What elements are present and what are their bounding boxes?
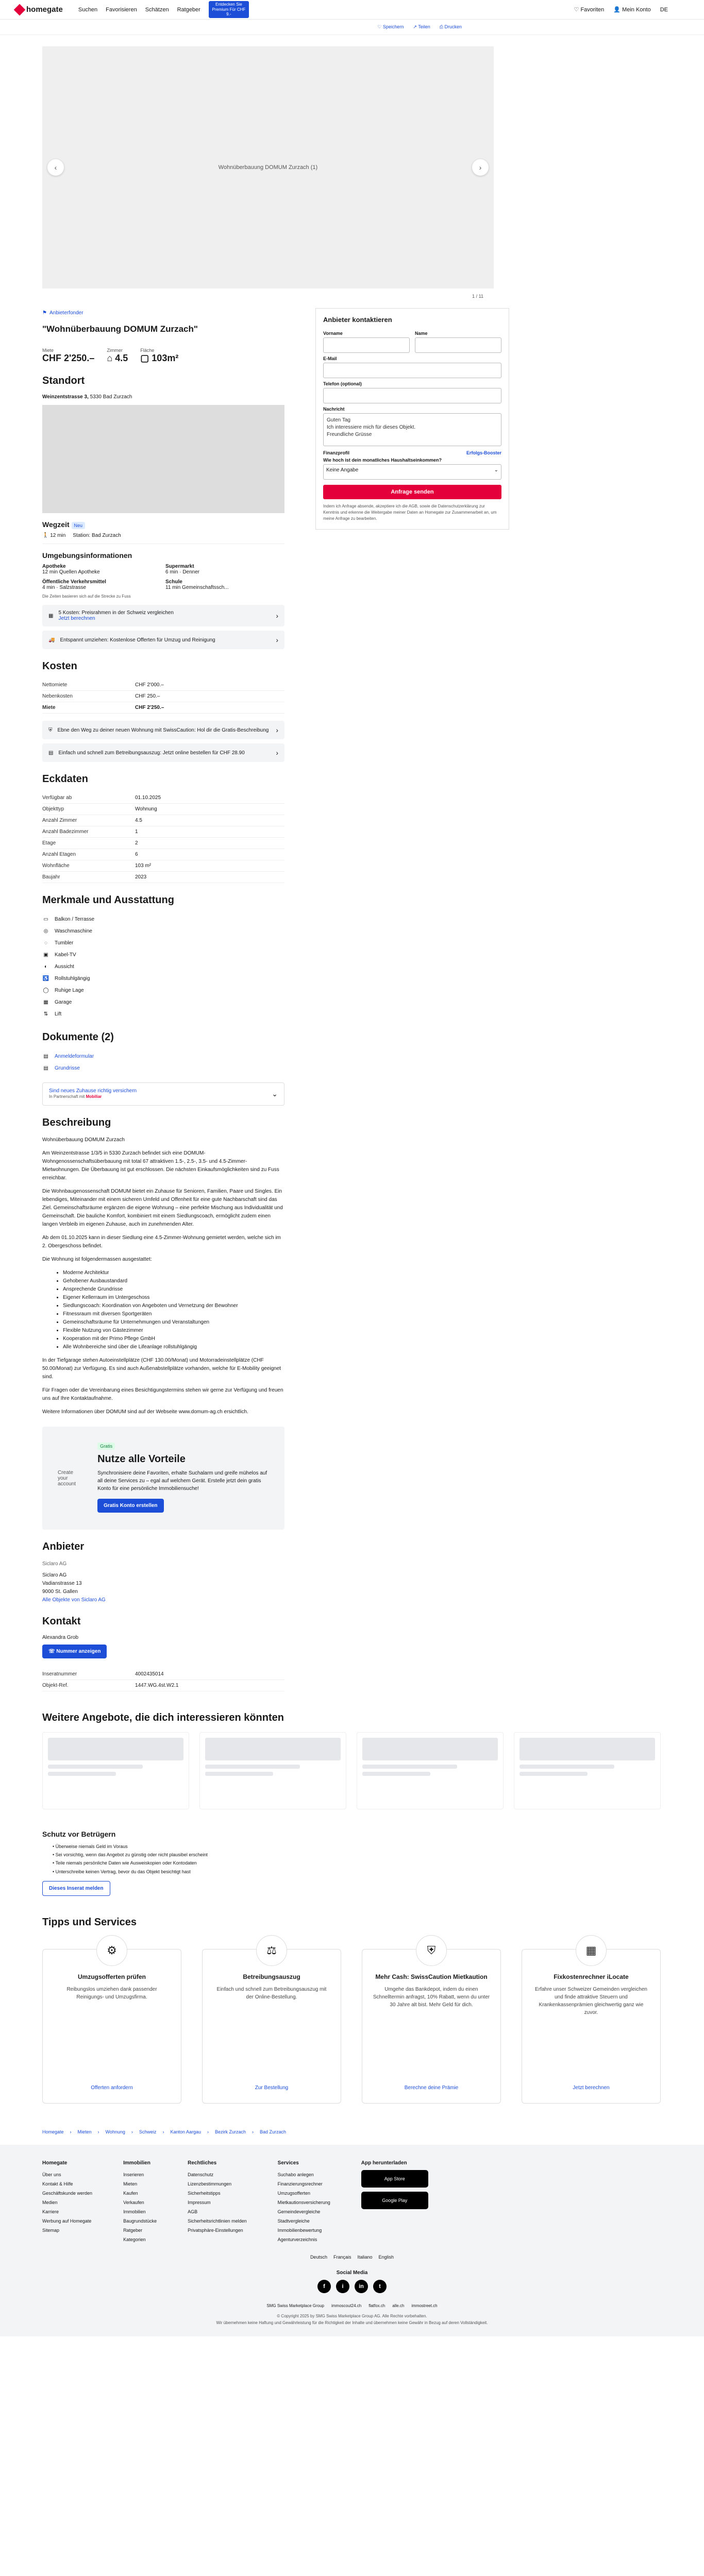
listing-title: "Wohnüberbauung DOMUM Zurzach" [42, 324, 198, 334]
new-badge: Neu [72, 522, 86, 529]
feature-item [42, 949, 284, 961]
feature-label: Waschmaschine [55, 928, 92, 934]
group-link[interactable]: immoscout24.ch [331, 2303, 362, 2308]
feature-item [42, 973, 284, 985]
features-heading: Merkmale und Ausstattung [42, 894, 174, 906]
feature-item [42, 925, 284, 937]
google-play-button[interactable]: Google Play [361, 2192, 428, 2209]
tip-icon: ⚙ [96, 1935, 127, 1966]
fraud-list [53, 1842, 661, 1876]
detail-row [42, 849, 284, 860]
report-listing-button[interactable]: Dieses Inserat melden [42, 1881, 110, 1896]
tip-link[interactable]: Zur Bestellung [255, 2084, 289, 2091]
provider-logo: Siclaro AG [42, 1561, 67, 1567]
footer-link[interactable]: Impressum [188, 2199, 211, 2205]
contact-heading: Kontakt [42, 1616, 81, 1627]
swisscaution-card[interactable]: ⛨ Ebne den Weg zu deiner neuen Wohnung mit SwissCaution: Hol dir die Gratis-Beschreibung › [42, 721, 284, 739]
footer-link[interactable]: Stadtvergleiche [277, 2218, 310, 2224]
chevron-right-icon: › [276, 726, 278, 734]
detail-row [42, 860, 284, 872]
mobiliar-logo: Mobiliar [86, 1094, 102, 1099]
footer-column [42, 2160, 92, 2244]
detail-key: Anzahl Zimmer [42, 818, 77, 823]
id-row: Objekt-Ref. 1447.WG.4st.W2.1 [42, 1680, 284, 1691]
nav-suchen[interactable]: Suchen [78, 6, 98, 13]
feature-label: Rollstuhlgängig [55, 976, 90, 981]
rooms-value: 4.5 [115, 353, 128, 363]
details-list [42, 792, 284, 883]
tips-heading: Tipps und Services [42, 1916, 137, 1928]
description-body: Wohnüberbauung DOMUM Zurzach Am Weinzentstrasse 1/3/5 in 5330 Zurzach befindet sich eine DOMUM-Wohngenossenschaftsüberbauung mit total 67 attraktiven 1.5-, 2.5-, 3.5- und 4.5-Zimmer-Mietwohnungen. Die Überbauung ist gut erschlossen. Die nächsten Einkaufsmöglichkeiten sind zu Fuss erreichbar. Die Wohnbaugenossenschaft DOMUM bietet ein Zuhause für Senioren, Familien, Paare und Singles. Ein lebendiges, Miteinander mit einem sicheren Umfeld und Offenheit für eine gute Nachbarschaft sind das Ziel. Gemeinschaftsräume ergänzen die eigene Wohnung – eine perfekte Mischung aus Individualität und Gemeinschaft. Die bauliche Komfort, kombiniert mit einem Siedlungscoach, ermöglicht zudem einen langen Verbleib im eigenen Zuhause, auch im zunehmenden Alter. Ab dem 01.10.2025 kann in dieser Siedlung eine 4.5-Zimmer-Wohnung gemietet werden, welche sich im 2. Obergeschoss befindet. Die Wohnung ist folgendermassen ausgestattet: • Moderne Architektur • Gehobener Ausbaustandard • Ansprechende Grundrisse • Eigener Kellerraum im Untergeschoss • Siedlungscoach: Koordination von Angeboten und Vernetzung der Bewohner • Fitnessraum mit diversen Sportgeräten • Gemeinschaftsräume für Unternehmungen und Veranstaltungen • Flexible Nutzung von Gästezimmer • Kooperation mit der Primo Pflege GmbH • Alle Wohnbereiche sind über die Lifeanlage rollstuhlgängig In der Tiefgarage stehen Autoeinstellplätze (CHF 130.00/Monat) und Motorradeinstellplätze (CHF 50.00/Monat) zur Verfügung. Es sind auch Außenabstellplätze vorhanden, welche für E-Mobility geeignet sind. Für Fragen oder die Vereinbarung eines Besichtigungstermins stehen wir gerne zur Verfügung und freuen uns auf Ihre Kontaktaufnahme. Weitere Informationen über DOMUM sind auf der Webseite www.domum-ag.ch ersichtlich. [42, 1136, 284, 1416]
detail-row [42, 804, 284, 815]
tip-title: Mehr Cash: SwissCaution Mietkaution [375, 1973, 488, 1980]
footer: Homegate Über uns Kontakt & Hilfe Geschäftskunde werden Medien Karriere Werbung auf Homegate Sitemap Immobilien Inserieren Mieten Kaufen Verkaufen Immobilien Baugrundstücke Ratgeber Kategorien Rechtliches Datenschutz Lizenzbestimmungen Sicherheitstipps Impressum AGB Sicherheitsrichtlinien melden Privatsphäre-Einstellungen Services Suchabo anlegen Finanzierungsrechner Umzugsofferten Mietkautionsversicherung Gemeindevergleiche Stadtvergleiche Immobilienbewertung Agenturverzeichnis App herunterladen App Store Google Play Deutsch Français Italiano English Social Media f i in t SMG Swiss Marketplace Group immoscout24.ch flatfox.ch alle.ch immostreet.ch © Copyright 2025 by SMG Swiss Marketplace Group AG. Alle Rechte vorbehalten. Wir übernehmen keine Haftung und Gewährleistung für die Richtigkeit der Inhalte und übernehmen keine Gewähr in Bezug auf deren Vollständigkeit. [0, 2145, 704, 2337]
tip-card [522, 1943, 661, 2104]
footer-link[interactable]: Umzugsofferten [277, 2190, 311, 2196]
footer-column [278, 2160, 330, 2244]
breadcrumb-separator: › [252, 2129, 254, 2134]
account-link[interactable]: 👤 Mein Konto [613, 7, 651, 13]
feature-item [42, 1008, 284, 1020]
gallery-next-button[interactable]: › [472, 159, 489, 176]
footer-link[interactable]: Datenschutz [188, 2172, 214, 2177]
nav-schaetzen[interactable]: Schätzen [145, 6, 169, 13]
chevron-down-icon: ⌄ [494, 467, 498, 473]
costs-heading: Kosten [42, 660, 77, 672]
calculator-icon: ▦ [48, 613, 54, 619]
similar-listings [42, 1732, 661, 1809]
insurance-banner[interactable]: Sind neues Zuhause richtig versichern In Partnerschaft mit Mobiliar ⌄ [42, 1082, 284, 1106]
footer-link[interactable]: Sitemap [42, 2227, 60, 2233]
header-actions [574, 6, 668, 13]
fraud-tip: • Teile niemals persönliche Daten wie Ausweiskopien oder Kontodaten [53, 1860, 197, 1866]
document-link[interactable]: ▤ Grundrisse [42, 1062, 284, 1074]
footer-link[interactable]: Mietkautionsversicherung [277, 2199, 330, 2205]
area-value: 103m² [152, 353, 179, 363]
message-textarea[interactable]: Guten Tag Ich interessiere mich für dieses Objekt. Freundliche Grüsse [323, 413, 501, 446]
breadcrumb-separator: › [70, 2129, 72, 2134]
feature-item [42, 961, 284, 973]
surrounding-value: 11 min Gemeinschaftssch... [165, 585, 229, 590]
group-link[interactable]: flatfox.ch [368, 2303, 385, 2308]
cost-row: Miete CHF 2'250.– [42, 702, 284, 714]
footer-heading: Rechtliches [188, 2160, 217, 2166]
detail-row [42, 815, 284, 826]
feature-icon: ◯ [43, 988, 49, 993]
email-input[interactable] [323, 363, 501, 378]
top-header [0, 0, 704, 20]
feature-icon: ◎ [43, 928, 48, 934]
tip-title: Fixkostenrechner iLocate [554, 1973, 629, 1980]
tip-text: Erfahre unser Schweizer Gemeinden vergleichen und finde attraktive Steuern und Krankenkassenprämien gleichwertig ganz wie zuvor. [535, 1986, 647, 2015]
footer-heading: Services [277, 2160, 299, 2166]
social-icon[interactable]: in [355, 2280, 368, 2293]
form-legal: Indem ich Anfrage absende, akzeptiere ich die AGB, sowie die Datenschutzerklärung zur Kenntnis und erkenne die Weitergabe meiner Daten an Homegate zur Zusammenarbeit an, um meine Anfrage zu bearbeiten. [323, 504, 497, 521]
breadcrumb-item[interactable]: Wohnung [105, 2129, 125, 2134]
feature-label: Lift [55, 1011, 62, 1017]
footer-link[interactable]: Immobilienbewertung [277, 2227, 322, 2233]
detail-value: 1 [135, 829, 138, 835]
feature-label: Tumbler [55, 940, 74, 946]
listing-card-placeholder[interactable] [357, 1732, 504, 1809]
description-list-item: • Gehobener Ausbaustandard [63, 1277, 284, 1285]
listing-card-placeholder[interactable] [42, 1732, 189, 1809]
travel-heading: Wegzeit Neu [42, 520, 284, 529]
footer-link[interactable]: Mieten [123, 2181, 138, 2187]
social-icon[interactable]: f [317, 2280, 331, 2293]
detail-value: 4.5 [135, 818, 142, 823]
description-list-item: • Ansprechende Grundrisse [63, 1285, 284, 1294]
details-heading: Eckdaten [42, 773, 88, 785]
feature-item [42, 913, 284, 925]
send-request-button[interactable]: Anfrage senden [323, 485, 501, 499]
report-link[interactable]: ⚑ Anbieterfonder [42, 310, 83, 316]
chevron-down-icon: ⌄ [272, 1090, 278, 1098]
print-button[interactable]: ⎙ Drucken [439, 24, 462, 29]
detail-value: 01.10.2025 [135, 795, 161, 801]
listing-action-bar [0, 20, 704, 35]
tip-text: Reibungslos umziehen dank passender Reinigungs- und Umzugsfirma. [66, 1986, 157, 2000]
detail-row [42, 826, 284, 838]
tip-link[interactable]: Berechne deine Prämie [404, 2084, 459, 2091]
location-heading: Standort [42, 375, 85, 386]
truck-icon: 🚚 [48, 637, 55, 643]
tip-link[interactable]: Offerten anfordern [91, 2084, 133, 2091]
footer-link[interactable]: Sicherheitstipps [188, 2190, 221, 2196]
debt-record-card[interactable]: ▤ Einfach und schnell zum Betreibungsauszug: Jetzt online bestellen für CHF 28.90 › [42, 743, 284, 762]
provider-heading: Anbieter [42, 1541, 85, 1552]
fraud-heading: Schutz vor Betrügern [42, 1830, 116, 1838]
form-heading: Anbieter kontaktieren [323, 316, 392, 324]
rent-value: CHF 2'250.– [42, 353, 95, 363]
footer-column [123, 2160, 157, 2244]
detail-value: 2023 [135, 874, 147, 880]
detail-key: Objekttyp [42, 806, 64, 812]
footer-column [188, 2160, 247, 2244]
pdf-icon: ▤ [43, 1054, 48, 1059]
fraud-tip: • Sei vorsichtig, wenn das Angebot zu günstig oder nicht plausibel erscheint [53, 1852, 208, 1858]
language-switch [42, 2255, 662, 2260]
breadcrumb-item[interactable]: Schweiz [139, 2129, 157, 2134]
contact-form: Anbieter kontaktieren Vorname Name E-Mail Telefon (optional) Nachricht Guten Tag Ich interessiere mich für dieses Objekt. Freundliche Grüsse Finanzprofil Erfolgs-Booster Wie hoch ist dein monatliches Haushaltseinkommen? Keine Angabe ⌄ Anfrage senden Indem ich Anfrage absende, akzeptiere ich die AGB, sowie die Datenschutzerklärung zur Kenntnis und erkenne die Weitergabe meiner Daten an Homegate zur Zusammenarbeit an, um meine Anfrage zu bearbeiten. [315, 308, 509, 530]
rooms-label: Zimmer [107, 348, 123, 353]
breadcrumb-separator: › [131, 2129, 133, 2134]
promo-image: Create your account [58, 1469, 76, 1487]
detail-key: Anzahl Badezimmer [42, 829, 89, 835]
description-list-item: • Kooperation mit der Primo Pflege GmbH [63, 1335, 284, 1343]
cost-row: Nettomiete CHF 2'000.– [42, 680, 284, 691]
footer-link[interactable]: Ratgeber [123, 2227, 143, 2233]
promo-card[interactable]: 🚚 Entspannt umziehen: Kostenlose Offerten für Umzug und Reinigung › [42, 631, 284, 649]
description-list-item: • Fitnessraum mit diversen Sportgeräten [63, 1310, 284, 1318]
tip-link[interactable]: Jetzt berechnen [573, 2084, 610, 2091]
tip-card [362, 1943, 501, 2104]
account-promo: Create your account Gratis Nutze alle Vorteile Synchronisiere deine Favoriten, erhalte Suchalarm und greife mühelos auf all deine Services zu – egal auf welchem Gerät. Erstelle jetzt dein gratis Konto für eine persönliche Immobiliensuche! Gratis Konto erstellen [42, 1427, 284, 1530]
footer-heading: Homegate [42, 2160, 68, 2166]
feature-icon: ⇅ [43, 1011, 48, 1017]
detail-value: Wohnung [135, 806, 157, 812]
logo-mark-icon [14, 4, 26, 15]
fraud-tip: • Überweise niemals Geld im Voraus [53, 1844, 128, 1849]
tip-title: Umzugsofferten prüfen [78, 1973, 146, 1980]
tip-card [42, 1943, 181, 2104]
last-name-input[interactable] [415, 337, 501, 353]
detail-row [42, 792, 284, 804]
description-list-item: • Siedlungscoach: Koordination von Angeboten und Vernetzung der Bewohner [63, 1302, 284, 1310]
similar-heading: Weitere Angebote, die dich interessieren könnten [42, 1712, 284, 1723]
feature-item [42, 937, 284, 949]
footer-link[interactable]: Geschäftskunde werden [42, 2190, 93, 2196]
breadcrumb-item[interactable]: Homegate [42, 2129, 64, 2134]
area-label: Fläche [140, 348, 155, 353]
detail-key: Anzahl Etagen [42, 852, 76, 857]
app-store-button[interactable]: App Store [361, 2170, 428, 2188]
language-option[interactable]: English [378, 2254, 394, 2260]
breadcrumb-item[interactable]: Kanton Aargau [170, 2129, 201, 2134]
gallery-image: Wohnüberbauung DOMUM Zurzach (1) [218, 164, 318, 171]
document-link[interactable]: ▤ Anmeldeformular [42, 1050, 284, 1062]
street: Weinzentstrasse 3, [42, 394, 89, 400]
first-name-input[interactable] [323, 337, 410, 353]
detail-row [42, 838, 284, 849]
tip-text: Umgehe das Bankdepot, indem du einen Schnelltermin anfragst, 10% Rabatt, wenn du unter 30 Jahre alt bist. Mehr Geld für dich. [373, 1986, 490, 2008]
document-icon: ▤ [48, 750, 54, 756]
social-icon[interactable]: i [336, 2280, 349, 2293]
feature-icon: ▣ [43, 952, 48, 958]
features-list [42, 913, 284, 1020]
group-links [42, 2303, 662, 2308]
footer-link[interactable]: Über uns [42, 2172, 61, 2177]
feature-label: Ruhige Lage [55, 988, 84, 993]
social-links [42, 2280, 662, 2293]
footer-link[interactable]: Immobilien [123, 2209, 146, 2214]
detail-row [42, 872, 284, 883]
station: Station: Bad Zurzach [73, 533, 121, 538]
description-list-item: • Moderne Architektur [63, 1269, 284, 1277]
show-number-button[interactable]: ☏ Nummer anzeigen [42, 1645, 107, 1658]
chevron-right-icon: › [276, 749, 278, 757]
promo-title: Nutze alle Vorteile [97, 1453, 186, 1465]
image-gallery[interactable] [42, 46, 494, 299]
tip-card [202, 1943, 341, 2104]
breadcrumb-item[interactable]: Mieten [77, 2129, 92, 2134]
tip-text: Einfach und schnell zum Betreibungsauszug mit der Online-Bestellung. [216, 1986, 327, 2000]
tip-title: Betreibungsauszug [243, 1973, 300, 1980]
language-option[interactable]: Deutsch [310, 2254, 327, 2260]
documents-heading: Dokumente (2) [42, 1031, 114, 1043]
footer-link[interactable]: Baugrundstücke [123, 2218, 157, 2224]
main-nav [78, 1, 249, 18]
language-option[interactable]: Italiano [357, 2254, 373, 2260]
breadcrumb-separator: › [207, 2129, 209, 2134]
footer-link[interactable]: Sicherheitsrichtlinien melden [188, 2218, 247, 2224]
chevron-right-icon: › [276, 636, 278, 644]
description-list-item: • Flexible Nutzung von Gästezimmer [63, 1327, 284, 1335]
footer-link[interactable]: Medien [42, 2199, 58, 2205]
feature-icon: ▭ [43, 917, 48, 922]
phone-input[interactable] [323, 388, 501, 403]
social-icon[interactable]: t [373, 2280, 387, 2293]
homegate-logo[interactable]: homegate [15, 5, 63, 14]
contact-name: Alexandra Grob [42, 1635, 79, 1640]
map[interactable] [42, 405, 284, 513]
feature-label: Aussicht [55, 964, 74, 970]
key-facts [42, 348, 284, 364]
shield-icon: ⛨ [48, 727, 53, 733]
surrounding-value: 6 min · Denner [165, 569, 200, 575]
language-select[interactable]: DE [660, 6, 668, 13]
footer-link[interactable]: Suchabo anlegen [277, 2172, 314, 2177]
chevron-right-icon: › [276, 612, 278, 620]
breadcrumb [42, 2129, 704, 2134]
detail-value: 2 [135, 840, 138, 846]
feature-icon: ◌ [44, 940, 47, 946]
city: 5330 Bad Zurzach [90, 394, 132, 400]
tip-icon: ⛨ [416, 1935, 447, 1966]
share-button[interactable]: ↗ Teilen [413, 24, 430, 29]
detail-key: Etage [42, 840, 56, 846]
surrounding-value: 12 min Quellen Apotheke [42, 569, 100, 575]
feature-icon: ♿ [42, 976, 49, 981]
gallery-prev-button[interactable]: ‹ [47, 159, 64, 176]
footer-link[interactable]: Verkaufen [123, 2199, 144, 2205]
main-content: ⚑ Anbieterfonder "Wohnüberbauung DOMUM Zurzach" Miete CHF 2'250.– Zimmer ⌂ 4.5 Fläche ▢ 103m² Standort Weinzentstrasse 3, 5330 Bad Zurzach Wegzeit Neu 🚶 12 min Station: Bad Zurzach Umgebungsinformationen Apotheke 12 min Quellen Apotheke Supermarkt 6 min · Denner Öffentliche Verkehrsmittel 4 min · Salzstrasse Schule 11 min Gemeinschaftssch... Die Zeiten basieren sich auf die Strecke zu Fuss ▦ 5 Kosten: Preisrahmen in der Schweiz vergleichen Jetzt berechnen › 🚚 Entspannt umziehen: Kostenlose Offerten für Umzug und Reinigung › Kosten Nettomiete CHF 2'000.– Nebenkosten CHF 250.– Miete CHF 2'250.– ⛨ Ebne den Weg zu deiner neuen Wohnung mit SwissCaution: Hol dir die Gratis-Beschreibung › ▤ Einfach und schnell zum Betreibungsauszug: Jetzt online bestellen für CHF 28.90 › Eckdaten Verfügbar ab 01.10.2025 Objekttyp Wohnung Anzahl Zimmer 4.5 Anzahl Badezimmer 1 Etage 2 Anzahl Etagen 6 Wohnfläche 103 m² Baujahr 2023 Merkmale und Ausstattung ▭ Balkon / Terrasse ◎ Waschmaschine ◌ Tumbler ▣ Kabel-TV ◐ Aussicht ♿ Rollstuhlgängig ◯ Ruhige Lage ▦ Garage ⇅ Lift Dokumente (2) ▤ Anmeldeformular ▤ Grundrisse Sind neues Zuhause richtig versichern In Partnerschaft mit Mobiliar ⌄ Beschreibung Wohnüberbauung DOMUM Zurzach Am Weinzentstrasse 1/3/5 in 5330 Zurzach befindet sich eine DOMUM-Wohngenossenschaftsüberbauung mit total 67 attraktiven 1.5-, 2.5-, 3.5- und 4.5-Zimmer-Mietwohnungen. Die Überbauung ist gut erschlossen. Die nächsten Einkaufsmöglichkeiten sind zu Fuss erreichbar. Die Wohnbaugenossenschaft DOMUM bietet ein Zuhause für Senioren, Familien, Paare und Singles. Ein lebendiges, Miteinander mit einem sicheren Umfeld und Offenheit für eine gute Nachbarschaft sind das Ziel. Gemeinschaftsräume ergänzen die eigene Wohnung – eine perfekte Mischung aus Individualität und Gemeinschaft. Die bauliche Komfort, kombiniert mit einem Siedlungscoach, ermöglicht zudem einen langen Verbleib im eigenen Zuhause, auch im zunehmenden Alter. Ab dem 01.10.2025 kann in dieser Siedlung eine 4.5-Zimmer-Wohnung gemietet werden, welche sich im 2. Obergeschoss befindet. Die Wohnung ist folgendermassen ausgestattet: • Moderne Architektur • Gehobener Ausbaustandard • Ansprechende Grundrisse • Eigener Kellerraum im Untergeschoss • Siedlungscoach: Koordination von Angeboten und Vernetzung der Bewohner • Fitnessraum mit diversen Sportgeräten • Gemeinschaftsräume für Unternehmungen und Veranstaltungen • Flexible Nutzung von Gästezimmer • Kooperation mit der Primo Pflege GmbH • Alle Wohnbereiche sind über die Lifeanlage rollstuhlgängig In der Tiefgarage stehen Autoeinstellplätze (CHF 130.00/Monat) und Motorradeinstellplätze (CHF 50.00/Monat) zur Verfügung. Es sind auch Außenabstellplätze vorhanden, welche für E-Mobility geeignet sind. Für Fragen oder die Vereinbarung eines Besichtigungstermins stehen wir gerne zur Verfügung und freuen uns auf Ihre Kontaktaufnahme. Weitere Informationen über DOMUM sind auf der Webseite www.domum-ag.ch ersichtlich. Create your account Gratis Nutze alle Vorteile Synchronisiere deine Favoriten, erhalte Suchalarm und greife mühelos auf all deine Services zu – egal auf welchem Gerät. Erstelle jetzt dein gratis Konto für eine persönliche Immobiliensuche! Gratis Konto erstellen Anbieter Siclaro AG Siclaro AG Vadianstrasse 13 9000 St. Gallen Alle Objekte von Siclaro AG Kontakt Alexandra Grob ☏ Nummer anzeigen Inseratnummer 4002435014 Objekt-Ref. 1447.WG.4st.W2.1 [42, 303, 284, 1691]
gratis-badge: Gratis [97, 1443, 115, 1450]
nav-favorisieren[interactable]: Favorisieren [106, 6, 137, 13]
save-button[interactable]: ♡ Speichern [377, 24, 404, 29]
fraud-tip: • Unterschreibe keinen Vertrag, bevor du das Objekt besichtigt hast [53, 1869, 191, 1874]
listing-card-placeholder[interactable] [199, 1732, 346, 1809]
footer-link[interactable]: Kategorien [123, 2236, 146, 2242]
contact-sidebar [315, 308, 509, 1691]
income-select[interactable]: Keine Angabe ⌄ [323, 464, 501, 480]
description-subtitle: Wohnüberbauung DOMUM Zurzach [42, 1137, 125, 1143]
feature-item [42, 985, 284, 996]
description-list-item: • Eigener Kellerraum im Untergeschoss [63, 1294, 284, 1302]
nav-ratgeber[interactable]: Ratgeber [177, 6, 200, 13]
provider-all-objects-link[interactable]: Alle Objekte von Siclaro AG [42, 1597, 106, 1603]
favorites-link[interactable]: ♡ Favoriten [574, 7, 605, 13]
footer-link[interactable]: Kaufen [123, 2190, 138, 2196]
rent-label: Miete [42, 348, 54, 353]
cost-row: Nebenkosten CHF 250.– [42, 691, 284, 702]
feature-icon: ◐ [44, 964, 48, 970]
flag-icon: ⚑ [42, 310, 47, 316]
footer-link[interactable]: Kontakt & Hilfe [42, 2181, 73, 2187]
description-heading: Beschreibung [42, 1117, 111, 1128]
description-list [63, 1269, 284, 1351]
tips-grid [42, 1943, 661, 2104]
surroundings-grid: Apotheke 12 min Quellen Apotheke Supermarkt 6 min · Denner Öffentliche Verkehrsmittel 4 min · Salzstrasse Schule 11 min Gemeinschaftssch... [42, 564, 284, 590]
footer-link[interactable]: Privatsphäre-Einstellungen [188, 2227, 243, 2233]
detail-key: Wohnfläche [42, 863, 70, 869]
breadcrumb-item[interactable]: Bad Zurzach [260, 2129, 287, 2134]
detail-value: 6 [135, 852, 138, 857]
group-link[interactable]: SMG Swiss Marketplace Group [266, 2303, 324, 2308]
description-list-item: • Alle Wohnbereiche sind über die Lifeanlage rollstuhlgängig [63, 1343, 284, 1351]
feature-label: Garage [55, 999, 72, 1005]
gallery-counter: 1 / 11 [472, 294, 483, 299]
surroundings-heading: Umgebungsinformationen [42, 551, 132, 560]
description-list-item: • Gemeinschaftsräume für Unternehmungen und Veranstaltungen [63, 1318, 284, 1327]
detail-key: Verfügbar ab [42, 795, 72, 801]
group-link[interactable]: alle.ch [392, 2303, 405, 2308]
footer-heading: Immobilien [123, 2160, 150, 2166]
surroundings-note: Die Zeiten basieren sich auf die Strecke zu Fuss [42, 594, 131, 599]
feature-label: Balkon / Terrasse [55, 917, 95, 922]
footer-link[interactable]: Inserieren [123, 2172, 144, 2177]
footer-link[interactable]: Karriere [42, 2209, 59, 2214]
tip-icon: ▦ [576, 1935, 607, 1966]
language-option[interactable]: Français [333, 2254, 351, 2260]
area-icon: ▢ [140, 353, 149, 363]
detail-value: 103 m² [135, 863, 152, 869]
footer-link[interactable]: Werbung auf Homegate [42, 2218, 92, 2224]
footer-heading: App herunterladen [361, 2160, 407, 2166]
listing-card-placeholder[interactable] [514, 1732, 661, 1809]
tip-icon: ⚖ [256, 1935, 287, 1966]
footer-link[interactable]: Agenturverzeichnis [277, 2236, 317, 2242]
feature-item [42, 996, 284, 1008]
surrounding-value: 4 min · Salzstrasse [42, 585, 87, 590]
feature-label: Kabel-TV [55, 952, 76, 958]
footer-link[interactable]: Lizenzbestimmungen [188, 2181, 232, 2187]
walk-time: 🚶 12 min [42, 533, 66, 538]
promo-card[interactable]: ▦ 5 Kosten: Preisrahmen in der Schweiz vergleichen Jetzt berechnen › [42, 605, 284, 626]
premium-badge[interactable]: Entdecken Sie Premium Für CHF 9.- [209, 1, 249, 18]
footer-link[interactable]: AGB [188, 2209, 198, 2214]
group-link[interactable]: immostreet.ch [411, 2303, 438, 2308]
finance-booster-link[interactable]: Erfolgs-Booster [466, 450, 501, 455]
breadcrumb-separator: › [97, 2129, 99, 2134]
pdf-icon: ▤ [43, 1065, 48, 1071]
rooms-icon: ⌂ [107, 353, 113, 363]
breadcrumb-item[interactable]: Bezirk Zurzach [215, 2129, 246, 2134]
detail-key: Baujahr [42, 874, 60, 880]
feature-icon: ▦ [43, 999, 48, 1005]
create-account-button[interactable]: Gratis Konto erstellen [97, 1499, 163, 1513]
breadcrumb-separator: › [162, 2129, 164, 2134]
footer-link[interactable]: Finanzierungsrechner [277, 2181, 323, 2187]
id-row: Inseratnummer 4002435014 [42, 1669, 284, 1680]
footer-link[interactable]: Gemeindevergleiche [277, 2209, 321, 2214]
footer-column [361, 2160, 428, 2244]
